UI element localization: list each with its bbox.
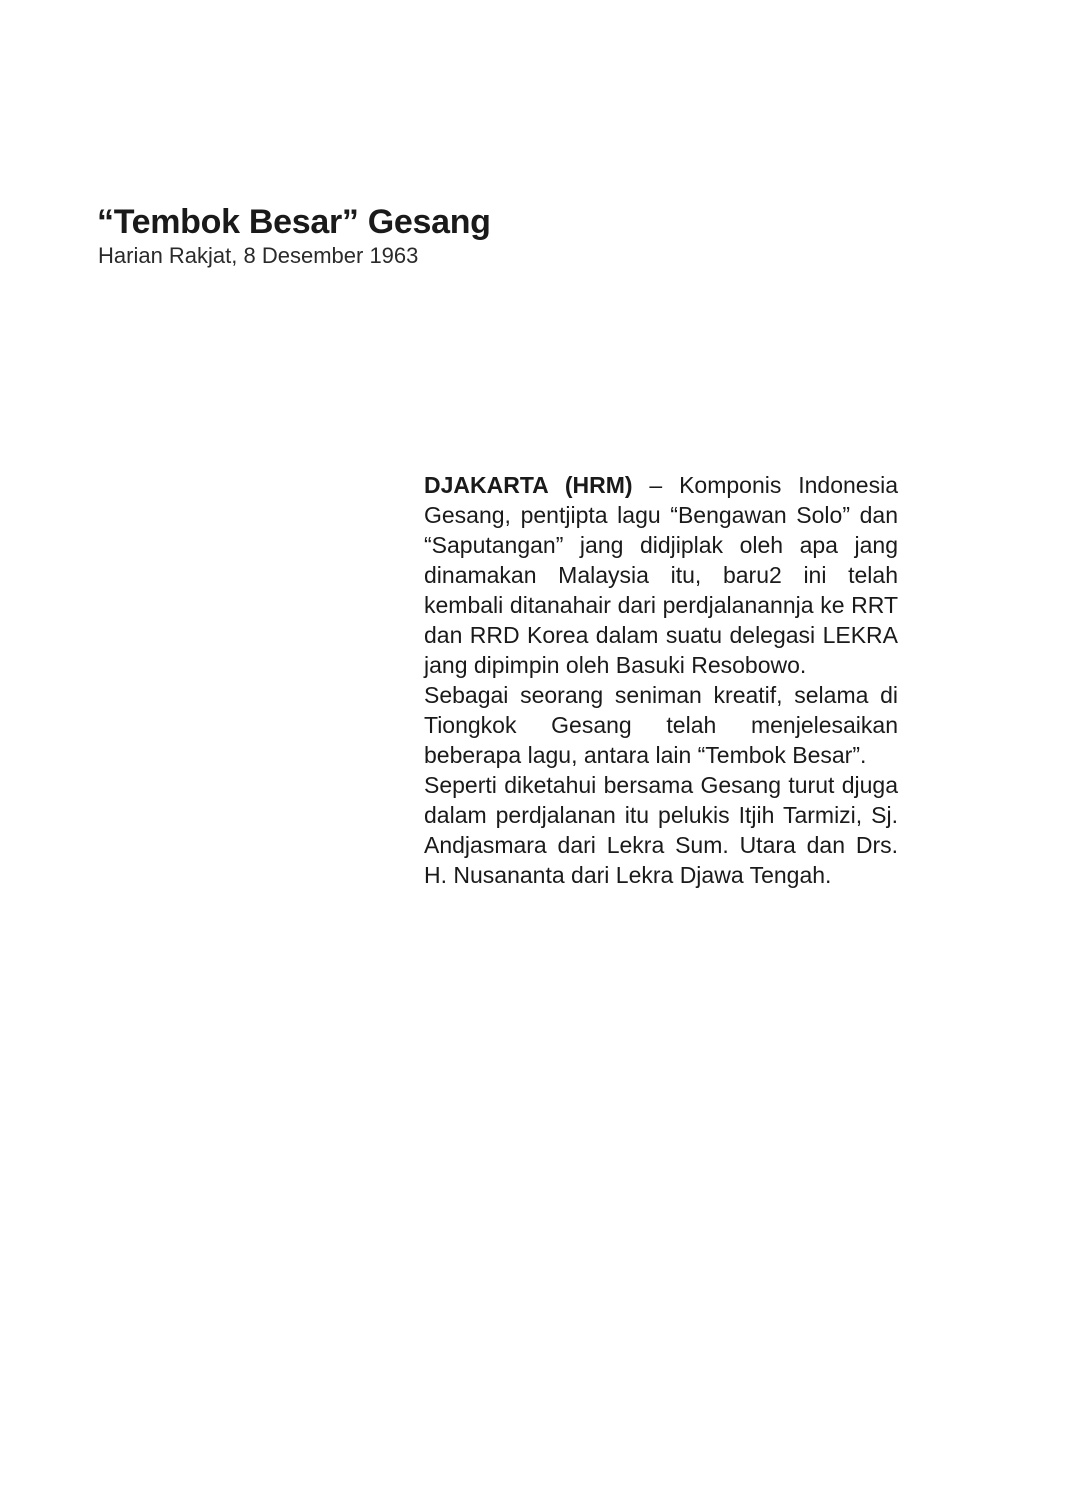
article-source: Harian Rakjat, 8 Desember 1963: [98, 243, 419, 268]
article-body: [424, 470, 898, 890]
article-paragraph-3: Seperti diketahui bersama Gesang turut djuga dalam perdjalanan itu pelukis Itjih Tarmizi, Sj. Andjasmara dari Lekra Sum. Utara dan Drs. H. Nusananta dari Lekra Djawa Tengah.: [424, 772, 898, 888]
article-dateline: DJAKARTA (HRM): [424, 472, 633, 498]
article-title: “Tembok Besar” Gesang: [97, 203, 491, 241]
article-paragraph-1: [424, 470, 898, 680]
article-paragraph-2: Sebagai seorang seniman kreatif, selama di Tiongkok Gesang telah menjelesaikan beberapa lagu, antara lain “Tembok Besar”.: [424, 682, 898, 768]
article-lead-text: – Komponis Indonesia Gesang, pentjipta lagu “Bengawan Solo” dan “Saputangan” jang didjiplak oleh apa jang dinamakan Malaysia itu, baru2 ini telah kembali ditanahair dari perdjalanannja ke RRT dan RRD Korea dalam suatu delegasi LEKRA jang dipimpin oleh Basuki Resobowo.: [424, 472, 898, 678]
